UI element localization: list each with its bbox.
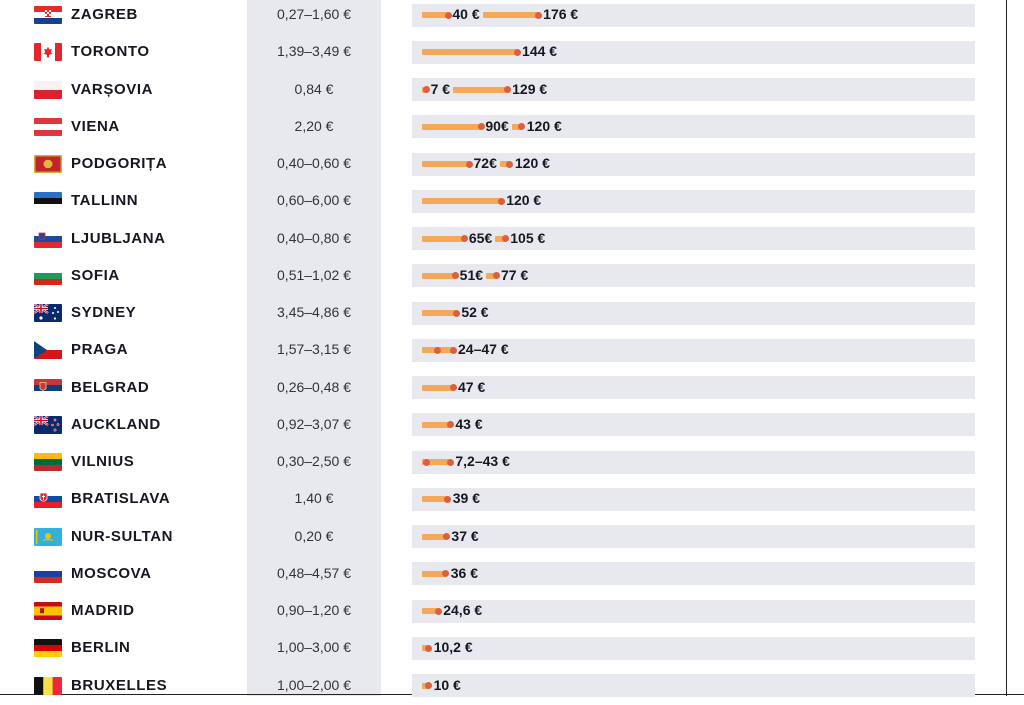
city-name: BRATISLAVA (71, 490, 171, 508)
bar-high-label: 176 € (543, 6, 579, 22)
bar-value-label: 52 € (461, 304, 489, 320)
bar-low-dot (466, 161, 473, 168)
ticket-price: 0,92–3,07 € (277, 415, 351, 432)
bar-low-label: 90€ (485, 117, 509, 134)
bar-low (422, 124, 481, 130)
new-zealand-flag-icon (34, 416, 62, 434)
ticket-price: 1,39–3,49 € (277, 43, 351, 60)
city-name: NUR-SULTAN (71, 527, 174, 545)
montenegro-flag-icon (34, 155, 62, 173)
ticket-price: 2,20 € (294, 117, 334, 134)
ticket-price: 0,51–1,02 € (277, 266, 351, 283)
ticket-price: 3,45–4,86 € (277, 304, 351, 320)
bar-high-label: 77 € (501, 266, 529, 283)
bar-value-label: 7,2–43 € (455, 453, 510, 469)
bar-value-label: 120 € (506, 192, 542, 209)
croatia-flag-icon (34, 6, 62, 24)
lithuania-flag-icon (34, 453, 62, 471)
bar-value-label: 24–47 € (458, 341, 509, 358)
city-name: BRUXELLES (71, 676, 168, 694)
bar-high-label: 120 € (514, 155, 550, 171)
city-name: SOFIA (71, 266, 120, 284)
bar-high (453, 87, 507, 93)
ticket-price: 0,26–0,48 € (277, 378, 351, 395)
bar-high-dot (535, 12, 542, 19)
bar-low-label: 7 € (430, 80, 451, 97)
bar-value-label: 47 € (458, 378, 486, 395)
bar-track (412, 525, 975, 548)
city-name: SYDNEY (71, 304, 137, 321)
ticket-price: 0,60–6,00 € (277, 192, 351, 209)
bar-value-dot (444, 496, 451, 503)
bar-high-label: 120 € (526, 117, 562, 134)
bar-value-dot (443, 533, 450, 540)
city-name: MADRID (71, 602, 135, 619)
bar-value-label: 43 € (455, 415, 483, 432)
bar-high-label: 105 € (510, 229, 546, 246)
bar-value-label: 24,6 € (443, 602, 483, 618)
city-name: VILNIUS (71, 453, 135, 470)
bar-value (422, 198, 501, 204)
bar-high-dot (493, 272, 500, 279)
bar-value-label: 10 € (433, 676, 461, 693)
serbia-flag-icon (34, 379, 62, 397)
bar-value-dot (514, 49, 521, 56)
czech-flag-icon (34, 341, 62, 359)
ticket-price: 0,48–4,57 € (277, 564, 351, 581)
city-name: VARȘOVIA (71, 80, 154, 98)
bar-low-label: 40 € (452, 6, 480, 22)
bar-low-label: 65€ (468, 229, 493, 246)
bar-high-dot (502, 235, 509, 242)
slovakia-flag-icon (34, 490, 62, 508)
bar-low-label: 51€ (459, 266, 484, 283)
bar-track (412, 674, 975, 697)
bar-low (422, 161, 470, 167)
bar-value-label: 144 € (522, 43, 558, 60)
bar-value-dot (435, 608, 442, 615)
bar-low (422, 236, 465, 242)
kazakhstan-flag-icon (34, 528, 62, 546)
bar-high-dot (506, 161, 513, 168)
poland-flag-icon (34, 81, 62, 99)
bar-value-dot (498, 198, 505, 205)
ticket-price: 0,27–1,60 € (277, 6, 351, 22)
bar-value (422, 310, 456, 316)
belgium-flag-icon (34, 677, 62, 695)
city-name: PODGORIȚA (71, 155, 168, 172)
city-name: BERLIN (71, 639, 131, 657)
bar-low-dot (423, 459, 430, 466)
bar-value-dot (447, 459, 454, 466)
russia-flag-icon (34, 565, 62, 583)
bar-high-label: 129 € (512, 80, 548, 97)
australia-flag-icon (34, 304, 62, 322)
bar-high (483, 12, 539, 18)
bar-value-label: 39 € (452, 490, 480, 507)
bar-value-dot (453, 310, 460, 317)
bar-value-dot (450, 384, 457, 391)
ticket-price: 1,00–2,00 € (277, 676, 351, 693)
austria-flag-icon (34, 118, 62, 136)
bar-track (412, 413, 975, 436)
bar-track (412, 637, 975, 660)
ticket-price: 0,30–2,50 € (277, 453, 351, 469)
city-name: LJUBLJANA (71, 229, 166, 247)
ticket-price: 0,90–1,20 € (277, 602, 351, 618)
ticket-price: 0,40–0,60 € (277, 155, 351, 171)
city-name: MOSCOVA (71, 564, 152, 582)
ticket-price: 0,40–0,80 € (277, 229, 351, 246)
canada-flag-icon (34, 43, 62, 61)
germany-flag-icon (34, 639, 62, 657)
bar-track (412, 376, 975, 399)
bar-track (412, 600, 975, 623)
estonia-flag-icon (34, 192, 62, 210)
ticket-price: 1,40 € (294, 490, 334, 507)
bar-track (412, 488, 975, 511)
bar-value-label: 37 € (451, 527, 479, 544)
slovenia-flag-icon (34, 230, 62, 248)
ticket-price: 1,00–3,00 € (277, 639, 351, 656)
bar-high-dot (504, 86, 511, 93)
bar-low-label: 72€ (473, 155, 497, 171)
ticket-price: 0,20 € (294, 527, 334, 544)
bar-value-dot (450, 347, 457, 354)
bar-low (422, 273, 456, 279)
bulgaria-flag-icon (34, 267, 62, 285)
bar-value-label: 10,2 € (433, 639, 473, 656)
bar-value (422, 49, 517, 55)
city-name: AUCKLAND (71, 415, 161, 433)
bar-track (412, 302, 975, 325)
ticket-price: 0,84 € (294, 80, 334, 97)
city-name: TORONTO (71, 43, 150, 61)
ticket-price: 1,57–3,15 € (277, 341, 351, 358)
city-name: BELGRAD (71, 378, 150, 396)
city-name: PRAGA (71, 341, 129, 359)
city-name: ZAGREB (71, 6, 138, 23)
bar-value (422, 385, 453, 391)
city-name: TALLINN (71, 192, 139, 210)
city-name: VIENA (71, 117, 120, 135)
bar-track (412, 562, 975, 585)
bar-value-dot (425, 645, 432, 652)
spain-flag-icon (34, 602, 62, 620)
bar-low-dot (445, 12, 452, 19)
bar-value-label: 36 € (450, 564, 478, 581)
